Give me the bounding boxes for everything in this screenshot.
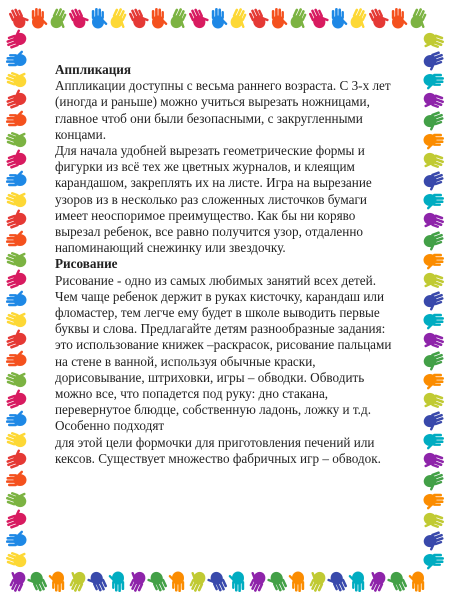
hand-print-icon <box>3 328 28 350</box>
hand-print-icon <box>424 374 445 390</box>
hand-print-icon <box>4 568 27 593</box>
hand-print-icon <box>421 211 446 233</box>
hand-print-icon <box>288 6 311 31</box>
hand-print-icon <box>3 208 28 230</box>
hand-print-icon <box>6 50 27 66</box>
hand-print-icon <box>5 67 30 89</box>
hand-print-icon <box>424 314 445 330</box>
hand-print-icon <box>168 6 191 31</box>
hand-print-icon <box>348 572 364 593</box>
hand-print-icon <box>5 247 30 269</box>
hand-print-icon <box>421 451 446 473</box>
hand-print-icon <box>68 5 91 30</box>
hand-print-icon <box>3 268 28 290</box>
hand-print-icon <box>6 230 27 246</box>
hand-print-icon <box>6 530 27 546</box>
hand-print-icon <box>85 570 108 595</box>
hand-print-icon <box>48 6 71 31</box>
paragraph-applique-1: Аппликации доступны с весьма раннего возраста. С 3-х лет (иногда и раньше) можно учиться вырезать ножницами, главное чтоб они были безопасными, с закругленными концами. <box>55 78 391 142</box>
hand-print-icon <box>244 568 267 593</box>
hand-print-icon <box>325 570 348 595</box>
hand-print-icon <box>272 8 288 29</box>
hand-print-icon <box>3 448 28 470</box>
paragraph-applique-2: Для начала удобней вырезать геометрические формы и фигурки из всё тех же цветных журналов, и клеящим карандашом, закреплять их на листе. Игра на вырезание узоров из в несколько раз сложенных листочков бумаги имеет неоспоримое преимущество. Как бы ни коряво вырезал ребенок, все равно получится узор, отдаленно напоминающий снежинку или звездочку. <box>55 143 372 256</box>
hand-print-icon <box>424 74 445 90</box>
hand-print-icon <box>364 568 387 593</box>
hand-print-icon <box>184 568 207 593</box>
hand-print-icon <box>5 487 30 509</box>
hand-print-icon <box>92 8 108 29</box>
hand-print-icon <box>421 511 446 533</box>
hand-print-icon <box>304 568 327 593</box>
hand-print-icon <box>3 508 28 530</box>
hand-print-icon <box>5 367 30 389</box>
hand-print-icon <box>422 530 447 552</box>
hand-print-icon <box>422 470 447 492</box>
hand-print-icon <box>6 470 27 486</box>
hand-print-icon <box>368 5 391 30</box>
hand-print-icon <box>212 8 228 29</box>
document-body <box>55 62 393 467</box>
hand-print-icon <box>6 170 27 186</box>
hand-print-icon <box>6 410 27 426</box>
hand-print-icon <box>348 6 371 31</box>
hand-print-icon <box>108 572 124 593</box>
hand-print-icon <box>3 28 28 50</box>
hand-print-icon <box>421 31 446 53</box>
hand-print-icon <box>408 572 424 593</box>
hand-print-icon <box>421 151 446 173</box>
hand-print-icon <box>288 572 304 593</box>
hand-print-icon <box>248 5 271 30</box>
hand-print-icon <box>124 568 147 593</box>
hand-print-icon <box>308 5 331 30</box>
paragraph-drawing-2: для этой цели формочки для приготовления печений или кексов. Существует множество фабричных игр – обводок. <box>55 434 381 466</box>
hand-print-icon <box>48 572 64 593</box>
hand-print-icon <box>25 570 48 595</box>
hand-print-icon <box>64 568 87 593</box>
hand-print-icon <box>205 570 228 595</box>
hand-print-icon <box>228 572 244 593</box>
hand-print-icon <box>265 570 288 595</box>
hand-print-icon <box>422 290 447 312</box>
hand-print-icon <box>421 91 446 113</box>
hand-print-icon <box>422 350 447 372</box>
hand-print-icon <box>5 427 30 449</box>
hand-print-icon <box>5 187 30 209</box>
hand-print-icon <box>32 8 48 29</box>
hand-print-icon <box>392 8 408 29</box>
hand-print-icon <box>422 110 447 132</box>
hand-print-icon <box>424 194 445 210</box>
hand-print-icon <box>421 391 446 413</box>
hand-print-icon <box>128 5 151 30</box>
hand-print-icon <box>424 254 445 270</box>
hand-print-icon <box>422 410 447 432</box>
hand-print-icon <box>422 230 447 252</box>
hand-print-icon <box>424 494 445 510</box>
heading-applique: Аппликация <box>55 62 132 77</box>
hand-print-icon <box>385 570 408 595</box>
hand-print-icon <box>145 570 168 595</box>
hand-print-icon <box>422 170 447 192</box>
hand-print-icon <box>332 8 348 29</box>
hand-print-icon <box>108 6 131 31</box>
hand-print-icon <box>408 6 431 31</box>
hand-print-icon <box>6 110 27 126</box>
hand-print-icon <box>5 307 30 329</box>
hand-print-icon <box>188 5 211 30</box>
hand-print-icon <box>422 50 447 72</box>
hand-print-icon <box>228 6 251 31</box>
paragraph-drawing-1: Рисование - одно из самых любимых занятий всех детей. Чем чаще ребенок держит в руках кисточку, карандаш или фломастер, тем легче ему будет в школе выводить первые буквы и слова. Предлагайте детям разнообразные задания: это использование книжек –раскрасок, рисование пальцами на стене в ванной, используя обычные краски, дорисовывание, штриховки, игры – обводки. Обводить можно все, что попадется под руку: дно стакана, перевернутое блюдце, собственную ладонь, ложку и т.д. Особенно подходят <box>55 272 392 434</box>
hand-print-icon <box>421 271 446 293</box>
hand-print-icon <box>8 5 31 30</box>
hand-print-icon <box>3 388 28 410</box>
hand-print-icon <box>421 331 446 353</box>
heading-drawing: Рисование <box>55 256 118 272</box>
hand-print-icon <box>152 8 168 29</box>
hand-print-icon <box>3 148 28 170</box>
hand-print-icon <box>5 547 30 569</box>
hand-print-icon <box>5 127 30 149</box>
hand-print-icon <box>424 134 445 150</box>
hand-print-icon <box>6 350 27 366</box>
hand-print-icon <box>424 434 445 450</box>
hand-print-icon <box>424 554 445 570</box>
hand-print-icon <box>168 572 184 593</box>
hand-print-icon <box>6 290 27 306</box>
hand-print-icon <box>3 88 28 110</box>
